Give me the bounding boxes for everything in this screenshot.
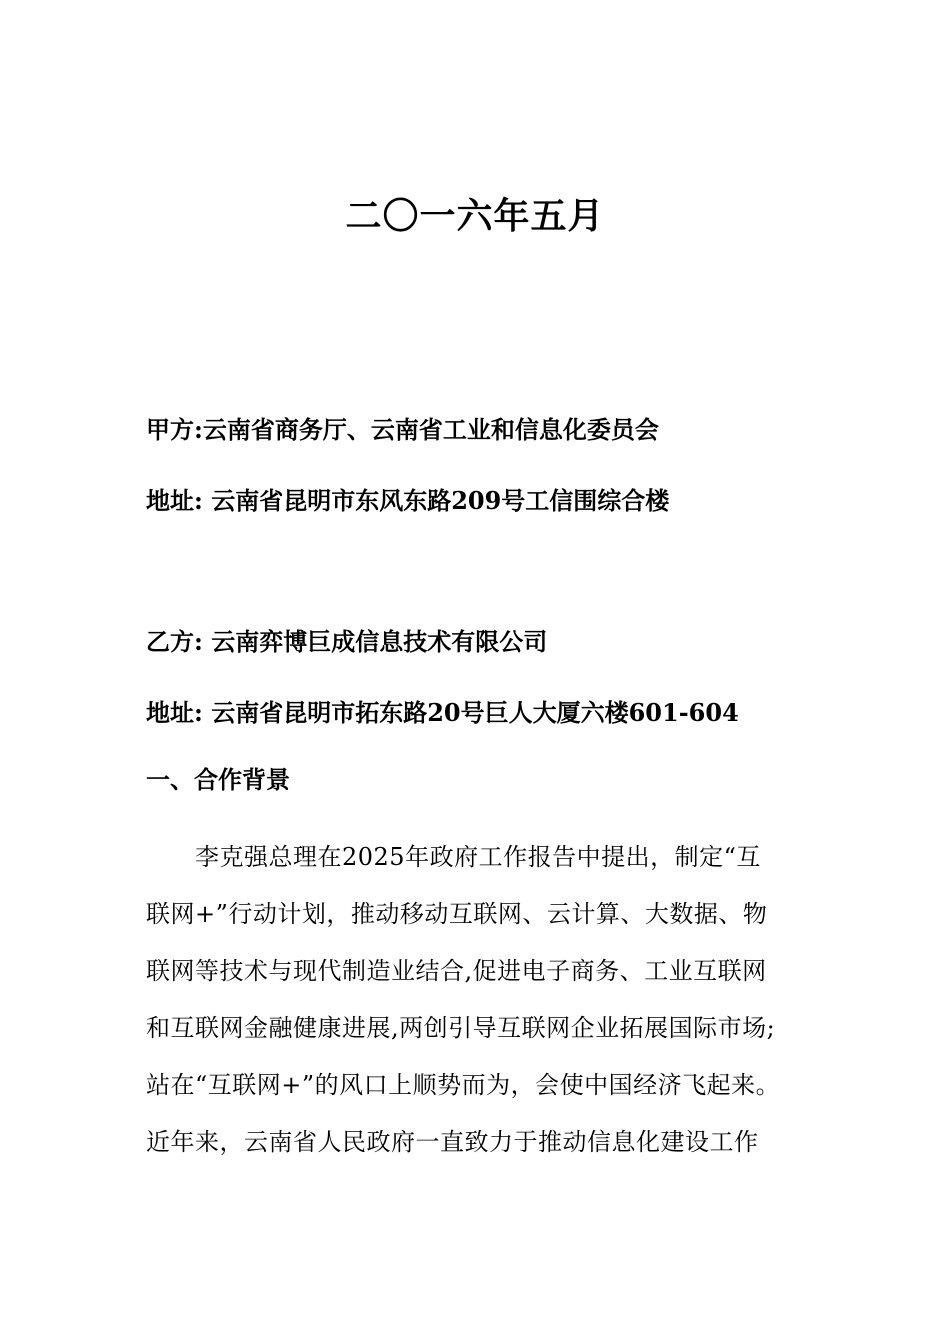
paragraph-line: 近年来，云南省人民政府一直致力于推动信息化建设工作: [146, 1128, 759, 1156]
background-paragraph: [146, 829, 826, 1171]
paragraph-line: 联网+”行动计划，推动移动互联网、云计算、大数据、物: [146, 900, 768, 928]
party-a-line: 甲方:云南省商务厅、云南省工业和信息化委员会: [146, 415, 659, 444]
party-a-address: 地址: 云南省昆明市东风东路209号工信围综合楼: [146, 486, 670, 515]
paragraph-line: 和互联网金融健康进展,两创引导互联网企业拓展国际市场;: [146, 1014, 776, 1042]
date-title: 二〇一六年五月: [345, 195, 605, 237]
party-b-line: 乙方: 云南弈博巨成信息技术有限公司: [146, 627, 548, 656]
party-b-address: 地址: 云南省昆明市拓东路20号巨人大厦六楼601-604: [146, 698, 739, 727]
paragraph-line: 站在“互联网+”的风口上顺势而为，会使中国经济飞起来。: [146, 1071, 781, 1099]
paragraph-line: 联网等技术与现代制造业结合,促进电子商务、工业互联网: [146, 957, 767, 985]
paragraph-line: 李克强总理在2025年政府工作报告中提出，制定“互: [195, 843, 761, 871]
section-heading-background: 一、合作背景: [146, 765, 290, 794]
